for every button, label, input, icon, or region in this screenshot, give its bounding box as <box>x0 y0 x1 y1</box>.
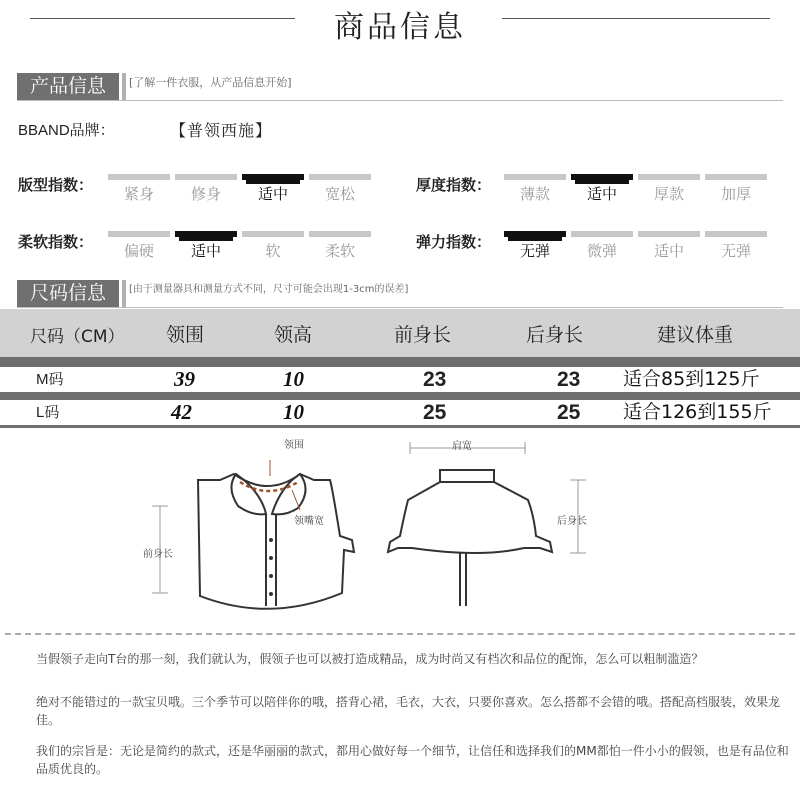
cell-collar-height: 10 <box>283 400 304 424</box>
cell-size: L码 <box>36 404 60 421</box>
collar-diagram <box>0 428 800 628</box>
collar-tip-label: 领嘴宽 <box>294 516 324 527</box>
fit-rating-option <box>242 174 304 205</box>
option-label: 偏硬 <box>123 242 154 260</box>
section-divider <box>17 307 783 308</box>
option-bar <box>309 231 371 237</box>
brand-value: 【普领西施】 <box>170 121 273 140</box>
option-bar <box>705 231 767 237</box>
option-bar <box>309 174 371 180</box>
dashed-separator <box>5 633 795 635</box>
elasticity-rating-option <box>638 231 700 262</box>
option-label: 微弹 <box>586 242 617 260</box>
selected-indicator <box>242 174 304 180</box>
header-front-length: 前身长 <box>394 324 452 346</box>
thickness-rating-option <box>705 174 767 205</box>
cell-collar: 39 <box>174 367 195 391</box>
cell-front-length: 25 <box>423 401 447 424</box>
cell-weight: 适合126到155斤 <box>623 401 772 423</box>
option-bar <box>108 231 170 237</box>
softness-rating-option <box>309 231 371 262</box>
option-label: 加厚 <box>720 185 751 203</box>
back-collar-outline <box>388 470 552 606</box>
option-bar <box>108 174 170 180</box>
option-bar <box>175 174 237 180</box>
option-label: 适中 <box>190 242 221 260</box>
option-label: 薄款 <box>519 185 550 203</box>
product-section-header <box>0 73 800 101</box>
fit-rating-option <box>175 174 237 205</box>
fit-rating-option <box>309 174 371 205</box>
table-row <box>0 400 800 425</box>
section-accent-bar <box>122 73 126 100</box>
product-section-title: 产品信息 <box>17 73 119 100</box>
header-back-length: 后身长 <box>526 324 584 346</box>
thickness-rating-label: 厚度指数： <box>416 176 492 194</box>
option-label: 无弹 <box>720 242 751 260</box>
cell-back-length: 23 <box>557 368 581 391</box>
option-label: 宽松 <box>324 185 355 203</box>
option-label: 厚款 <box>653 185 684 203</box>
option-label: 适中 <box>653 242 684 260</box>
option-bar <box>638 174 700 180</box>
header-size: 尺码（CM） <box>30 327 125 347</box>
option-bar <box>504 174 566 180</box>
cell-size: M码 <box>36 371 64 388</box>
elasticity-rating-label: 弹力指数： <box>416 233 492 251</box>
thickness-rating-option <box>504 174 566 205</box>
front-collar-outline <box>198 474 354 609</box>
option-label: 适中 <box>586 185 617 203</box>
option-label: 适中 <box>257 185 288 203</box>
option-label: 无弹 <box>519 242 550 260</box>
softness-rating-label: 柔软指数： <box>18 233 94 251</box>
header-collar-height: 领高 <box>274 324 313 346</box>
brand-label: BBAND品牌： <box>18 122 115 139</box>
selected-indicator <box>175 231 237 237</box>
size-section-subtitle: [由于测量器具和测量方式不同，尺寸可能会出现1-3cm的误差] <box>129 284 409 295</box>
cell-back-length: 25 <box>557 401 581 424</box>
size-section-title: 尺码信息 <box>17 280 119 307</box>
cell-collar: 42 <box>171 400 192 424</box>
size-section-header <box>0 280 800 308</box>
shoulder-label: 肩宽 <box>452 441 472 452</box>
header-weight: 建议体重 <box>657 324 734 346</box>
softness-rating-option <box>108 231 170 262</box>
paragraph-2: 绝对不能错过的一款宝贝哦。三个季节可以陪伴你的哦，搭背心裙，毛衣，大衣，只要你喜欢。怎么搭都不会错的哦。搭配高档服装，效果龙佳。 <box>36 695 781 727</box>
paragraph-1: 当假领子走向T台的那一刻，我们就认为，假领子也可以被打造成精品，成为时尚又有档次和品位的配饰，怎么可以粗制滥造？ <box>36 652 704 666</box>
elasticity-rating-option <box>504 231 566 262</box>
option-label: 修身 <box>190 185 221 203</box>
elasticity-rating-option <box>705 231 767 262</box>
cell-front-length: 23 <box>423 368 447 391</box>
option-label: 柔软 <box>324 242 355 260</box>
section-accent-bar <box>122 280 126 307</box>
page-title: 商品信息 <box>334 10 466 45</box>
softness-rating-option <box>242 231 304 262</box>
option-label: 软 <box>265 242 281 260</box>
table-row <box>0 367 800 392</box>
header-collar: 领围 <box>166 324 205 346</box>
option-bar <box>638 231 700 237</box>
collar-label: 领围 <box>284 440 304 451</box>
product-section-subtitle: [了解一件衣服，从产品信息开始] <box>129 76 292 89</box>
softness-rating-option <box>175 231 237 262</box>
option-bar <box>705 174 767 180</box>
option-label: 紧身 <box>123 185 154 203</box>
front-length-label: 前身长 <box>143 549 173 560</box>
option-bar <box>242 231 304 237</box>
fit-rating-label: 版型指数： <box>18 176 94 194</box>
elasticity-rating-option <box>571 231 633 262</box>
fit-rating-option <box>108 174 170 205</box>
cell-weight: 适合85到125斤 <box>623 368 760 390</box>
front-buttons <box>269 538 273 596</box>
back-length-label: 后身长 <box>557 516 587 527</box>
option-bar <box>571 231 633 237</box>
thickness-rating-option <box>571 174 633 205</box>
collar-tip-pointer <box>292 490 300 510</box>
thickness-rating-option <box>638 174 700 205</box>
selected-indicator <box>571 174 633 180</box>
selected-indicator <box>504 231 566 237</box>
section-divider <box>17 100 783 101</box>
cell-collar-height: 10 <box>283 367 304 391</box>
size-table-header <box>0 309 800 357</box>
paragraph-3: 我们的宗旨是：无论是简约的款式，还是华丽丽的款式，都用心做好每一个细节，让信任和选择我们的MM都怕一件小小的假领，也是有品位和品质优良的。 <box>36 744 789 776</box>
